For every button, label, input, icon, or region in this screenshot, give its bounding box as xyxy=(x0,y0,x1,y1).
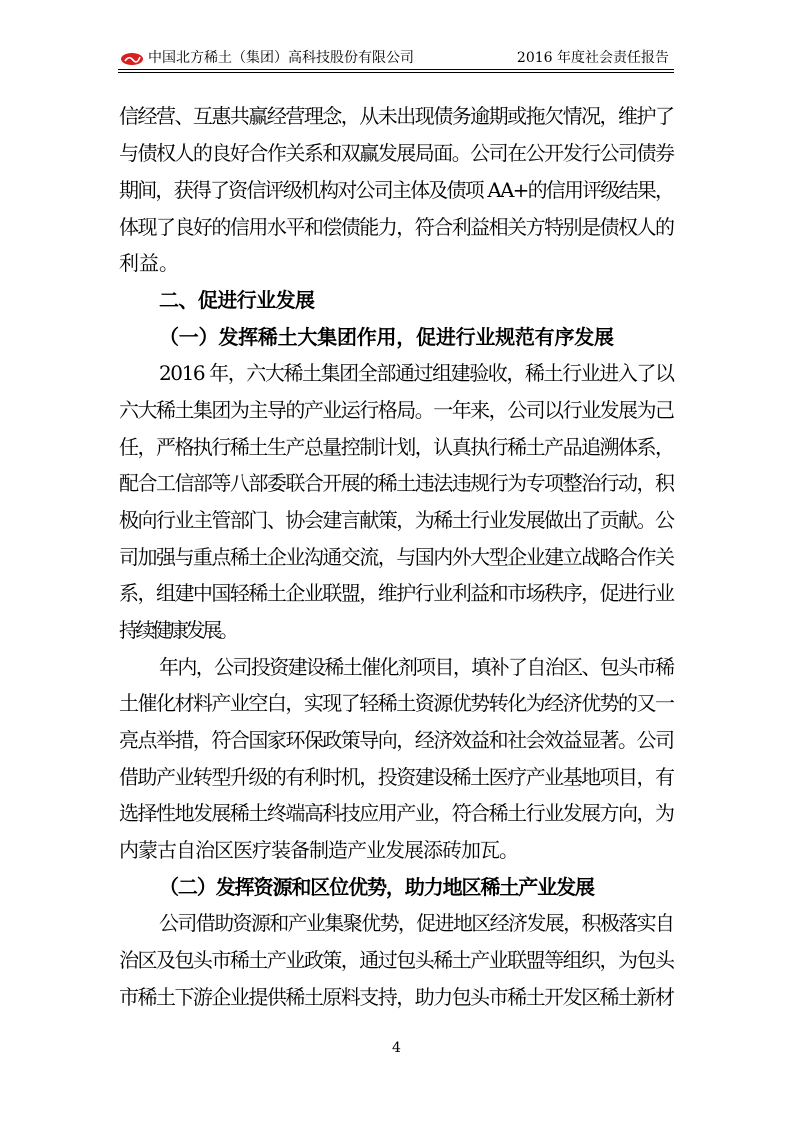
text-line: 极向行业主管部门、协会建言献策，为稀土行业发展做出了贡献。公 xyxy=(119,508,674,532)
text-line: 市稀土下游企业提供稀土原料支持，助力包头市稀土开发区稀土新材 xyxy=(119,985,674,1009)
text-line: 选择性地发展稀土终端高科技应用产业，符合稀土行业发展方向，为 xyxy=(119,801,674,825)
header-rule-top xyxy=(118,69,674,70)
page-number: 4 xyxy=(392,1040,401,1056)
text-line: 司加强与重点稀土企业沟通交流，与国内外大型企业建立战略合作关 xyxy=(119,545,674,569)
header-company-name: 中国北方稀土（集团）高科技股份有限公司 xyxy=(148,50,414,66)
text-line: 期间，获得了资信评级机构对公司主体及债项 AA+的信用评级结果， xyxy=(119,178,674,202)
text-line: 2016 年，六大稀土集团全部通过组建验收，稀土行业进入了以 xyxy=(159,361,674,385)
text-line: 配合工信部等八部委联合开展的稀土违法违规行为专项整治行动，积 xyxy=(119,471,674,495)
text-line: 与债权人的良好合作关系和双赢发展局面。公司在公开发行公司债券 xyxy=(119,141,674,165)
subsection-heading: （二）发挥资源和区位优势，助力地区稀土产业发展 xyxy=(159,875,594,899)
text-line: 治区及包头市稀土产业政策，通过包头稀土产业联盟等组织，为包头 xyxy=(119,948,674,972)
text-line: 土催化材料产业空白，实现了轻稀土资源优势转化为经济优势的又一 xyxy=(119,691,674,715)
company-logo-icon xyxy=(120,52,144,66)
header-report-title: 2016 年度社会责任报告 xyxy=(516,50,669,66)
text-line: 六大稀土集团为主导的产业运行格局。一年来，公司以行业发展为己 xyxy=(119,398,674,422)
text-line: 内蒙古自治区医疗装备制造产业发展添砖加瓦。 xyxy=(119,838,518,862)
text-line: 信经营、互惠共赢经营理念，从未出现债务逾期或拖欠情况，维护了 xyxy=(119,104,674,128)
section-heading: 二、促进行业发展 xyxy=(159,288,315,312)
text-line: 亮点举措，符合国家环保政策导向，经济效益和社会效益显著。公司 xyxy=(119,728,674,752)
text-line: 体现了良好的信用水平和偿债能力，符合利益相关方特别是债权人的 xyxy=(119,215,674,239)
text-line: 利益。 xyxy=(119,251,179,275)
text-line: 借助产业转型升级的有利时机，投资建设稀土医疗产业基地项目，有 xyxy=(119,765,674,789)
text-line: 公司借助资源和产业集聚优势，促进地区经济发展，积极落实自 xyxy=(159,911,674,935)
header-rule-bottom xyxy=(118,72,674,73)
text-line: 任，严格执行稀土生产总量控制计划，认真执行稀土产品追溯体系， xyxy=(119,435,674,459)
text-line: 系，组建中国轻稀土企业联盟，维护行业利益和市场秩序，促进行业 xyxy=(119,581,674,605)
subsection-heading: （一）发挥稀土大集团作用，促进行业规范有序发展 xyxy=(159,325,614,349)
text-line: 年内，公司投资建设稀土催化剂项目，填补了自治区、包头市稀 xyxy=(159,655,674,679)
text-line: 持续健康发展。 xyxy=(119,618,236,642)
